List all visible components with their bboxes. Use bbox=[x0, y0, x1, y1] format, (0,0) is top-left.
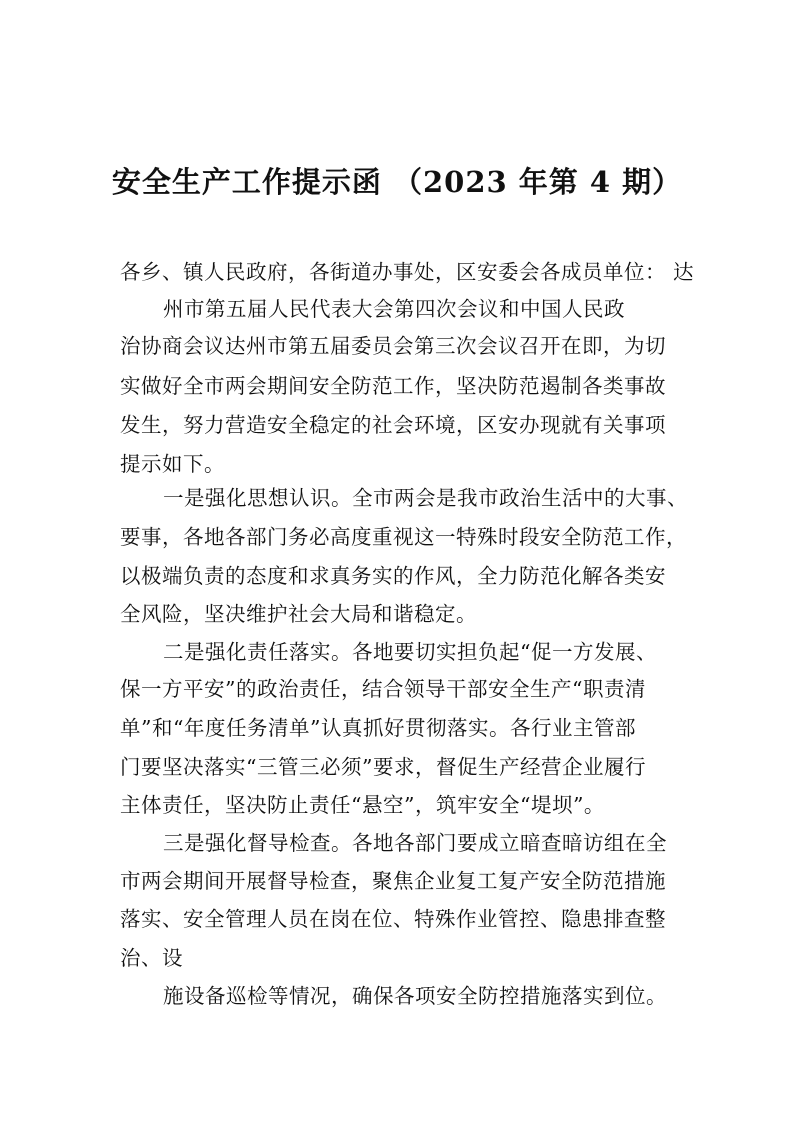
body-line: 门要坚决落实“三管三必须”要求，督促生产经营企业履行 bbox=[120, 755, 646, 779]
body-line: 治、设 bbox=[120, 946, 183, 970]
body-line: 二是强化责任落实。各地要切实担负起“促一方发展、 bbox=[163, 640, 657, 664]
body-line: 三是强化督导检查。各地各部门要成立暗查暗访组在全 bbox=[163, 831, 667, 855]
document-title: 安全生产工作提示函 （2023 年第 4 期） bbox=[111, 165, 683, 199]
body-line: 落实、安全管理人员在岗在位、特殊作业管控、隐患排查整 bbox=[120, 907, 666, 931]
body-line: 全风险，坚决维护社会大局和谐稳定。 bbox=[120, 602, 477, 626]
body-line: 一是强化思想认识。全市两会是我市政治生活中的大事、 bbox=[163, 486, 688, 510]
body-line: 保一方平安”的政治责任，结合领导干部安全生产“职责清 bbox=[120, 677, 646, 701]
body-line: 发生，努力营造安全稳定的社会环境，区安办现就有关事项 bbox=[120, 413, 666, 437]
body-line: 施设备巡检等情况，确保各项安全防控措施落实到位。 bbox=[163, 984, 667, 1008]
body-line: 提示如下。 bbox=[120, 452, 225, 476]
body-line: 各乡、镇人民政府，各街道办事处，区安委会各成员单位： 达 bbox=[120, 260, 695, 284]
body-line: 主体责任，坚决防止责任“悬空”，筑牢安全“堤坝”。 bbox=[120, 793, 605, 817]
body-line: 市两会期间开展督导检查，聚焦企业复工复产安全防范措施 bbox=[120, 869, 666, 893]
body-line: 单”和“年度任务清单”认真抓好贯彻落实。各行业主管部 bbox=[120, 716, 636, 740]
body-line: 实做好全市两会期间安全防范工作，坚决防范遏制各类事故 bbox=[120, 374, 666, 398]
body-line: 要事，各地各部门务必高度重视这一特殊时段安全防范工作， bbox=[120, 525, 687, 549]
body-line: 以极端负责的态度和求真务实的作风，全力防范化解各类安 bbox=[120, 564, 666, 588]
body-line: 州市第五届人民代表大会第四次会议和中国人民政 bbox=[163, 297, 625, 321]
body-line: 治协商会议达州市第五届委员会第三次会议召开在即，为切 bbox=[120, 334, 666, 358]
